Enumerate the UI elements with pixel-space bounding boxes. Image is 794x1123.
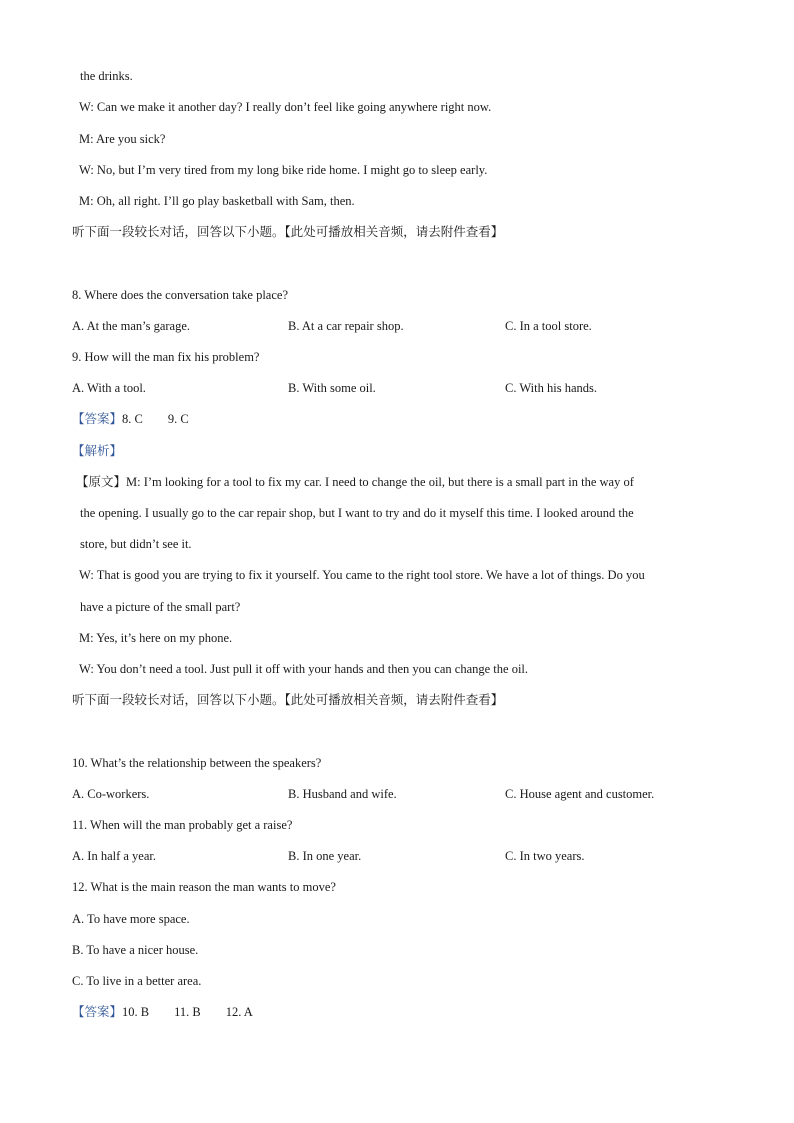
transcript-text: M: I’m looking for a tool to fix my car. I need to change the oil, but there is a small part in the way of <box>126 475 634 489</box>
question-10-option-c: C. House agent and customer. <box>505 787 655 801</box>
dialog-line: W: Can we make it another day? I really don’t feel like going anywhere right now. <box>79 100 492 114</box>
question-8-option-c: C. In a tool store. <box>505 319 592 333</box>
transcript-line: the opening. I usually go to the car repair shop, but I want to try and do it myself this time. I looked around the <box>80 506 634 520</box>
question-12-option-b: B. To have a nicer house. <box>72 943 199 957</box>
transcript-line: W: That is good you are trying to fix it yourself. You came to the right tool store. We have a lot of things. Do you <box>79 568 645 582</box>
answer-values: 10. B 11. B 12. A <box>122 1005 253 1019</box>
transcript-line: store, but didn’t see it. <box>80 537 192 551</box>
question-12-stem: 12. What is the main reason the man wants to move? <box>72 880 336 894</box>
listening-instruction: 听下面一段较长对话，回答以下小题。【此处可播放相关音频，请去附件查看】 <box>72 692 504 707</box>
question-11-option-c: C. In two years. <box>505 849 585 863</box>
analysis-label: 【解析】 <box>72 443 123 458</box>
question-10-option-a: A. Co-workers. <box>72 787 150 801</box>
dialog-line: M: Are you sick? <box>79 132 166 146</box>
transcript-line: M: Yes, it’s here on my phone. <box>79 631 233 645</box>
transcript-line: W: You don’t need a tool. Just pull it off with your hands and then you can change the oil. <box>79 662 529 676</box>
question-9-stem: 9. How will the man fix his problem? <box>72 350 260 364</box>
dialog-line: the drinks. <box>80 69 133 83</box>
question-11-option-b: B. In one year. <box>288 849 362 863</box>
question-11-option-a: A. In half a year. <box>72 849 156 863</box>
transcript-label: 【原文】 <box>76 474 127 489</box>
dialog-line: M: Oh, all right. I’ll go play basketball with Sam, then. <box>79 194 355 208</box>
question-11-stem: 11. When will the man probably get a raise? <box>72 818 293 832</box>
transcript-line <box>76 474 634 490</box>
question-8-option-a: A. At the man’s garage. <box>72 319 191 333</box>
question-12-option-a: A. To have more space. <box>72 912 190 926</box>
question-9-option-b: B. With some oil. <box>288 381 376 395</box>
question-8-stem: 8. Where does the conversation take place? <box>72 288 288 302</box>
question-9-option-a: A. With a tool. <box>72 381 146 395</box>
answer-label: 【答案】 <box>72 1004 123 1019</box>
transcript-line: have a picture of the small part? <box>80 600 241 614</box>
answer-block <box>72 411 189 427</box>
question-9-option-c: C. With his hands. <box>505 381 597 395</box>
dialog-line: W: No, but I’m very tired from my long bike ride home. I might go to sleep early. <box>79 163 488 177</box>
answer-label: 【答案】 <box>72 411 123 426</box>
question-12-option-c: C. To live in a better area. <box>72 974 202 988</box>
question-10-stem: 10. What’s the relationship between the speakers? <box>72 756 322 770</box>
listening-instruction: 听下面一段较长对话，回答以下小题。【此处可播放相关音频，请去附件查看】 <box>72 224 504 239</box>
answer-block <box>72 1004 253 1020</box>
answer-values: 8. C 9. C <box>122 412 189 426</box>
question-8-option-b: B. At a car repair shop. <box>288 319 404 333</box>
question-10-option-b: B. Husband and wife. <box>288 787 397 801</box>
